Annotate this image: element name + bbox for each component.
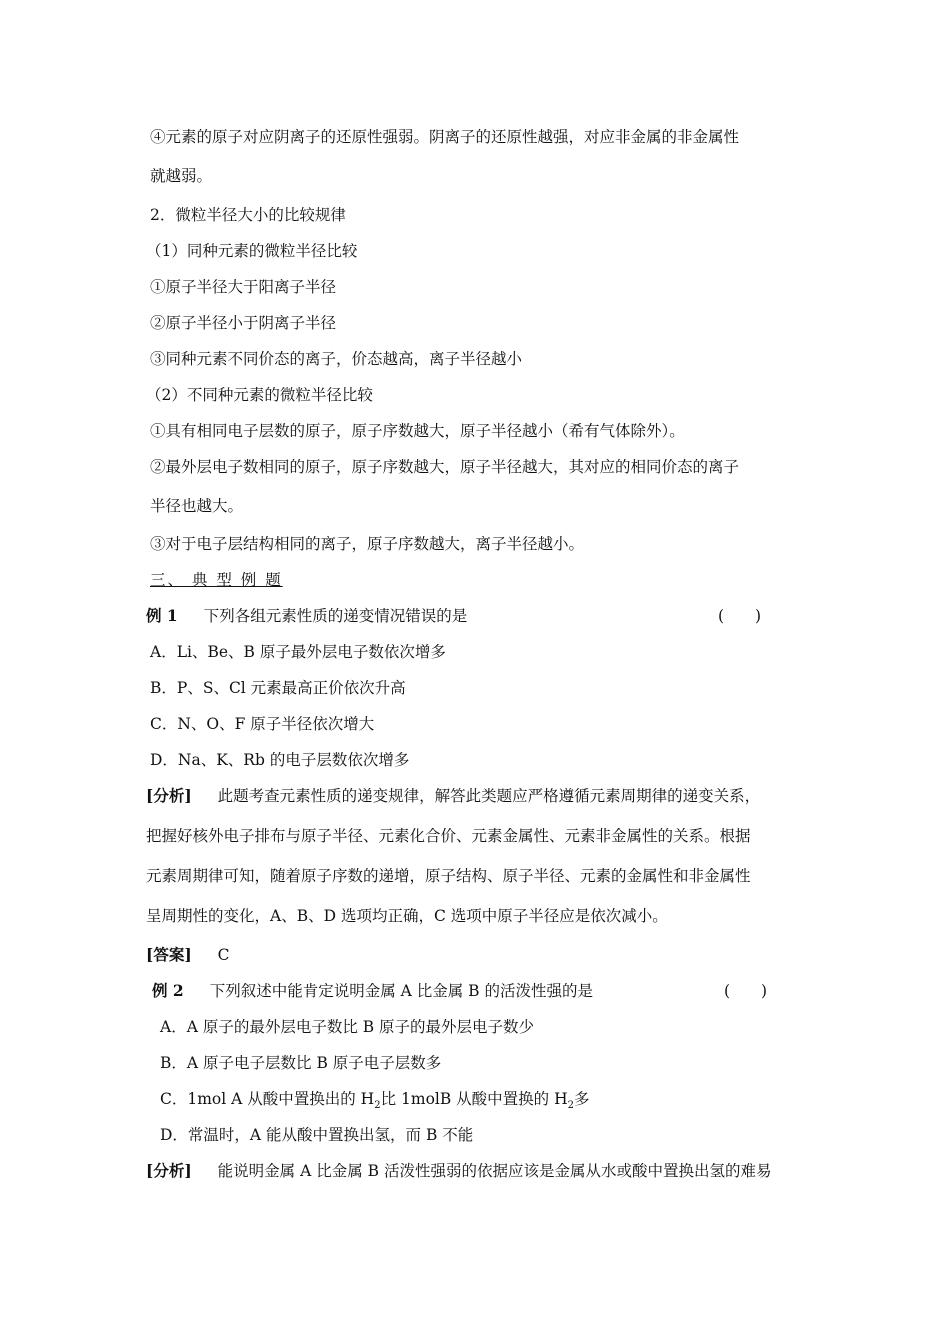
analysis-line: 元素周期律可知，随着原子序数的递增，原子结构、原子半径、元素的金属性和非金属性 [146,867,751,885]
option-d: D．Na、K、Rb 的电子层数依次增多 [150,751,410,769]
section-title: 三、 典 型 例 题 [150,571,283,589]
example-2-question [152,981,593,1001]
question-text: 下列叙述中能肯定说明金属 A 比金属 B 的活泼性强的是 [209,982,593,1000]
option-d: D．常温时，A 能从酸中置换出氢，而 B 不能 [160,1126,474,1144]
answer-label: [答案] [146,945,192,964]
text-line: ①原子半径大于阳离子半径 [150,278,337,296]
subheading: （1）同种元素的微粒半径比较 [146,242,358,260]
answer-paren: ( ) [724,982,768,1000]
text-line: 半径也越大。 [150,497,244,515]
analysis-line [146,786,760,806]
option-b: B．P、S、Cl 元素最高正价依次升高 [150,679,406,697]
example-label: 例 1 [146,606,178,625]
subheading: （2）不同种元素的微粒半径比较 [146,386,373,404]
text-line: ②原子半径小于阴离子半径 [150,314,337,332]
analysis-text: 此题考查元素性质的递变规律，解答此类题应严格遵循元素周期律的递变关系， [217,787,761,805]
answer-value: C [217,946,230,964]
option-c-part: C．1mol A 从酸中置换出的 H [160,1090,375,1108]
analysis-label: [分析] [146,1161,192,1180]
example-label: 例 2 [152,981,184,1000]
option-c: C．N、O、F 原子半径依次增大 [150,715,375,733]
text-line: ④元素的原子对应阴离子的还原性强弱。阴离子的还原性越强，对应非金属的非金属性 [150,128,740,146]
option-c-part: 多 [574,1090,590,1108]
text-line: ②最外层电子数相同的原子，原子序数越大，原子半径越大，其对应的相同价态的离子 [150,458,740,476]
analysis-text: 能说明金属 A 比金属 B 活泼性强弱的依据应该是金属从水或酸中置换出氢的难易 [217,1162,772,1180]
text-line: 就越弱。 [150,167,213,185]
option-c [160,1089,590,1112]
option-c-part: 比 1molB 从酸中置换的 H [380,1090,568,1108]
subscript: 2 [567,1100,574,1112]
text-line: ③同种元素不同价态的离子，价态越高，离子半径越小 [150,350,523,368]
analysis-line: 把握好核外电子排布与原子半径、元素化合价、元素金属性、元素非金属性的关系。根据 [146,827,751,845]
answer-line [146,945,230,965]
answer-paren: ( ) [718,607,762,625]
analysis-line [146,1161,771,1181]
example-1-question [146,606,467,626]
option-a: A．A 原子的最外层电子数比 B 原子的最外层电子数少 [160,1018,535,1036]
analysis-label: [分析] [146,786,192,805]
subheading: 2．微粒半径大小的比较规律 [150,206,346,224]
question-text: 下列各组元素性质的递变情况错误的是 [203,607,468,625]
option-b: B．A 原子电子层数比 B 原子电子层数多 [160,1054,442,1072]
analysis-line: 呈周期性的变化，A、B、D 选项均正确，C 选项中原子半径应是依次减小。 [146,907,668,925]
option-a: A．Li、Be、B 原子最外层电子数依次增多 [150,643,446,661]
text-line: ①具有相同电子层数的原子，原子序数越大，原子半径越小（希有气体除外）。 [150,422,685,440]
text-line: ③对于电子层结构相同的离子，原子序数越大，离子半径越小。 [150,535,585,553]
subscript: 2 [374,1100,381,1112]
